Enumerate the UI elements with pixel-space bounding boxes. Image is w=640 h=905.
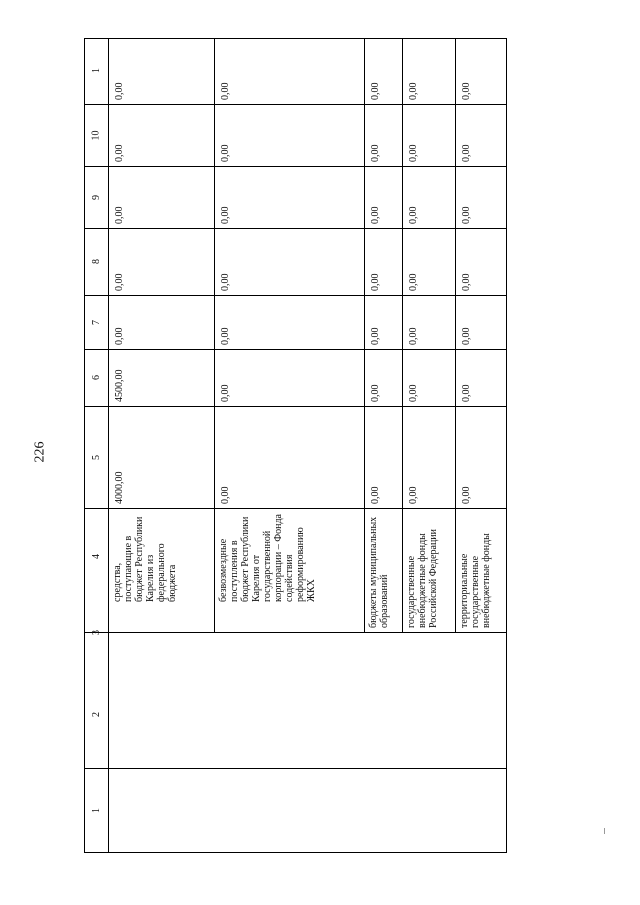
column-header-1: 1: [90, 807, 102, 813]
scan-mark: [604, 828, 605, 834]
column-header-6: 6: [90, 374, 102, 380]
row-separator: [455, 38, 456, 632]
row-separator: [364, 38, 365, 632]
header-separator: [108, 38, 109, 852]
column-header-11: 1: [90, 67, 102, 73]
column-separator: [84, 406, 506, 407]
column-separator: [84, 166, 506, 167]
column-header-8: 8: [90, 258, 102, 264]
column-separator: [84, 228, 506, 229]
column-header-10: 10: [90, 130, 102, 140]
column-header-5: 5: [90, 454, 102, 460]
column-separator: [84, 508, 506, 509]
column-header-9: 9: [90, 194, 102, 200]
column-separator: [84, 349, 506, 350]
column-separator: [84, 104, 506, 105]
page-number: 226: [32, 441, 47, 463]
table-border-bottom: [84, 852, 506, 853]
column-header-4: 4: [90, 553, 102, 559]
column-header-7: 7: [90, 319, 102, 325]
column-header-2: 2: [90, 711, 102, 717]
table-border-left: [84, 38, 85, 852]
column-separator: [84, 768, 506, 769]
row-separator: [402, 38, 403, 632]
column-header-3: 3: [90, 629, 102, 635]
row-separator: [214, 38, 215, 632]
column-separator: [84, 295, 506, 296]
budget-table: 1 2 3 4 5 6 7 8 9 10 1 средства, поступающие в бюджет Республики Карелия из федерального бюджета 4000,00 4500,00 0,00 0,00 0,00 0,00 0,00 безвозмездные поступления в бюджет Республики Карелия от государственной корпорации – Фонда содействия реформированию ЖКХ 0,00 0,00 0,00 0,00 0,00 0,00 0,00 бюджеты муниципальных образований 0,00 0,00 0,00 0,00 0,00 0,00 0,00 государственные внебюджетные фонды Российской Федерации 0,00 0,00 0,00 0,00 0,00 0,00 0,00 территориальные государственные внебюджетные фонды 0,00 0,00 0,00 0,00 0,00 0,00 0,00: [0, 0, 640, 905]
table-border-top: [84, 38, 506, 39]
table-border-right: [506, 38, 507, 853]
column-separator: [84, 632, 506, 633]
